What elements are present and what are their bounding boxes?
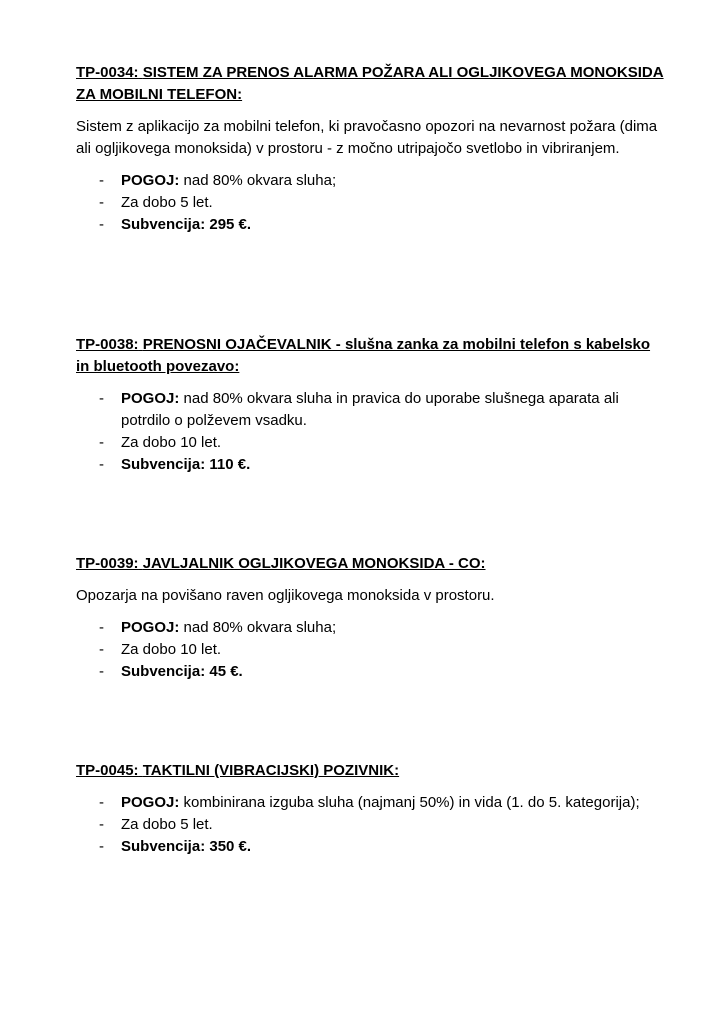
list-item bbox=[76, 814, 666, 836]
section-tp-0039 bbox=[76, 553, 666, 683]
subsidy-text: Subvencija: 45 €. bbox=[121, 663, 243, 680]
condition-label: POGOJ: bbox=[121, 172, 180, 189]
section-tp-0038 bbox=[76, 334, 666, 476]
bullet-dash: - bbox=[99, 794, 104, 811]
section-description: Opozarja na povišano raven ogljikovega monoksida v prostoru. bbox=[76, 587, 495, 604]
list-item bbox=[76, 617, 666, 639]
list-item bbox=[76, 639, 666, 661]
section-tp-0045 bbox=[76, 760, 666, 858]
bullet-dash: - bbox=[99, 390, 104, 407]
bullet-dash: - bbox=[99, 216, 104, 233]
condition-text: nad 80% okvara sluha in pravica do uporabe slušnega aparata ali potrdilo o polževem vsadku. bbox=[121, 390, 619, 429]
subsidy-text: Subvencija: 110 €. bbox=[121, 456, 251, 473]
condition-text: kombinirana izguba sluha (najmanj 50%) in vida (1. do 5. kategorija); bbox=[183, 794, 640, 811]
list-item bbox=[76, 170, 666, 192]
condition-label: POGOJ: bbox=[121, 390, 180, 407]
list-item bbox=[76, 192, 666, 214]
condition-text: nad 80% okvara sluha; bbox=[183, 172, 337, 189]
section-description: Sistem z aplikacijo za mobilni telefon, ki pravočasno opozori na nevarnost požara (dima ali ogljikovega monoksida) v prostoru - z močno utripajočo svetlobo in vibriranjem. bbox=[76, 118, 658, 157]
section-title: JAVLJALNIK OGLJIKOVEGA MONOKSIDA - CO: bbox=[142, 555, 486, 572]
list-item bbox=[76, 214, 666, 236]
bullet-dash: - bbox=[99, 663, 104, 680]
list-item bbox=[76, 792, 666, 814]
section-code: TP-0039: bbox=[76, 555, 139, 572]
requirements-list bbox=[76, 792, 666, 858]
condition-label: POGOJ: bbox=[121, 794, 180, 811]
subsidy-text: Subvencija: 295 €. bbox=[121, 216, 252, 233]
section-heading bbox=[76, 334, 666, 378]
section-title: SISTEM ZA PRENOS ALARMA POŽARA ALI OGLJIKOVEGA MONOKSIDA ZA MOBILNI TELEFON: bbox=[76, 64, 664, 103]
duration-text: Za dobo 5 let. bbox=[121, 816, 213, 833]
section-heading bbox=[76, 62, 666, 106]
section-code: TP-0034: bbox=[76, 64, 139, 81]
section-heading bbox=[76, 760, 666, 782]
list-item bbox=[76, 836, 666, 858]
section-code: TP-0045: bbox=[76, 762, 139, 779]
bullet-dash: - bbox=[99, 816, 104, 833]
requirements-list bbox=[76, 617, 666, 683]
duration-text: Za dobo 10 let. bbox=[121, 641, 222, 658]
bullet-dash: - bbox=[99, 434, 104, 451]
condition-label: POGOJ: bbox=[121, 619, 180, 636]
section-title: PRENOSNI OJAČEVALNIK - slušna zanka za mobilni telefon s kabelsko in bluetooth povezavo: bbox=[76, 336, 651, 375]
subsidy-text: Subvencija: 350 €. bbox=[121, 838, 252, 855]
section-code: TP-0038: bbox=[76, 336, 139, 353]
bullet-dash: - bbox=[99, 456, 104, 473]
section-tp-0034 bbox=[76, 62, 666, 236]
duration-text: Za dobo 10 let. bbox=[121, 434, 222, 451]
bullet-dash: - bbox=[99, 194, 104, 211]
section-heading bbox=[76, 553, 666, 575]
requirements-list bbox=[76, 388, 666, 476]
duration-text: Za dobo 5 let. bbox=[121, 194, 213, 211]
list-item bbox=[76, 388, 666, 432]
bullet-dash: - bbox=[99, 838, 104, 855]
bullet-dash: - bbox=[99, 172, 104, 189]
bullet-dash: - bbox=[99, 619, 104, 636]
list-item bbox=[76, 661, 666, 683]
condition-text: nad 80% okvara sluha; bbox=[183, 619, 337, 636]
list-item bbox=[76, 432, 666, 454]
requirements-list bbox=[76, 170, 666, 236]
bullet-dash: - bbox=[99, 641, 104, 658]
list-item bbox=[76, 454, 666, 476]
section-title: TAKTILNI (VIBRACIJSKI) POZIVNIK: bbox=[142, 762, 400, 779]
